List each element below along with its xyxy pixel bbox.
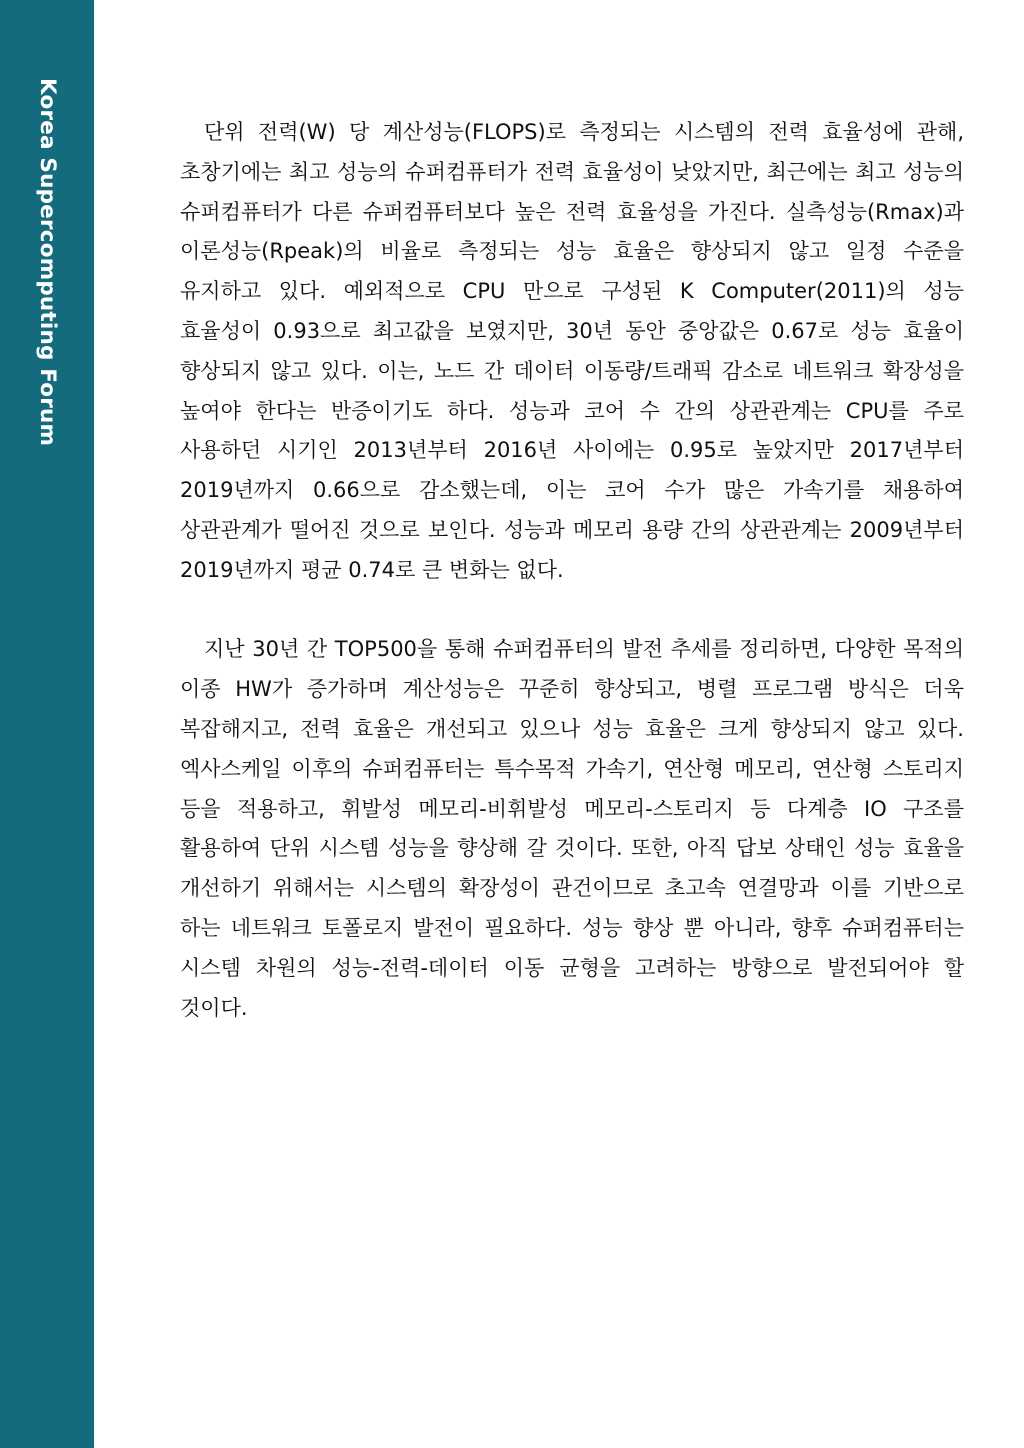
paragraph-performance-efficiency: 단위 전력(W) 당 계산성능(FLOPS)로 측정되는 시스템의 전력 효율성에 관해, 초창기에는 최고 성능의 슈퍼컴퓨터가 전력 효율성이 낮았지만, 최근에는 최고 성능의 슈퍼컴퓨터가 다른 슈퍼컴퓨터보다 높은 전력 효율성을 가진다. 실측성능(Rmax)과 이론성능(Rpeak)의 비율로 측정되는 성능 효율은 향상되지 않고 일정 수준을 유지하고 있다. 예외적으로 CPU 만으로 구성된 K Computer(2011)의 성능 효율성이 0.93으로 최고값을 보였지만, 30년 동안 중앙값은 0.67로 성능 효율이 향상되지 않고 있다. 이는, 노드 간 데이터 이동량/트래픽 감소로 네트워크 확장성을 높여야 한다는 반증이기도 하다. 성능과 코어 수 간의 상관관계는 CPU를 주로 사용하던 시기인 2013년부터 2016년 사이에는 0.95로 높았지만 2017년부터 2019년까지 0.66으로 감소했는데, 이는 코어 수가 많은 가속기를 채용하여 상관관계가 떨어진 것으로 보인다. 성능과 메모리 용량 간의 상관관계는 2009년부터 2019년까지 평균 0.74로 큰 변화는 없다. (180, 120, 964, 582)
sidebar-band (0, 0, 94, 1448)
document-body (180, 113, 964, 1028)
sidebar-title: Korea Supercomputing Forum (34, 78, 60, 447)
paragraph-summary-trends: 지난 30년 간 TOP500을 통해 슈퍼컴퓨터의 발전 추세를 정리하면, 다양한 목적의 이종 HW가 증가하며 계산성능은 꾸준히 향상되고, 병렬 프로그램 방식은 더욱 복잡해지고, 전력 효율은 개선되고 있으나 성능 효율은 크게 향상되지 않고 있다. 엑사스케일 이후의 슈퍼컴퓨터는 특수목적 가속기, 연산형 메모리, 연산형 스토리지 등을 적용하고, 휘발성 메모리-비휘발성 메모리-스토리지 등 다계층 IO 구조를 활용하여 단위 시스템 성능을 향상해 갈 것이다. 또한, 아직 답보 상태인 성능 효율을 개선하기 위해서는 시스템의 확장성이 관건이므로 초고속 연결망과 이를 기반으로 하는 네트워크 토폴로지 발전이 필요하다. 성능 향상 뿐 아니라, 향후 슈퍼컴퓨터는 시스템 차원의 성능-전력-데이터 이동 균형을 고려하는 방향으로 발전되어야 할 것이다. (180, 637, 964, 1020)
